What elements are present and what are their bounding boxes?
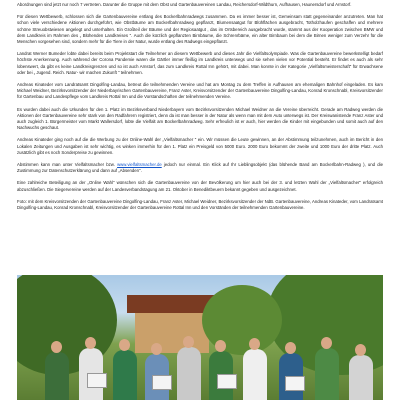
person <box>113 350 137 400</box>
paragraph-intro: Abordnungen sind jetzt nur noch 7 vertreten. Darunter die Gruppe mit dem Obst und Gartenbauvereinen Landau, Reichersdorf-Wildthurn, Aufhausen, Haunersdorf und Arnstorf. <box>17 2 352 7</box>
paragraph-participation: Eine zahlreiche Beteiligung an der „Online Wahl" wünschen sich die Gartenbauvereine von der Bevölkerung um hier auch bei der 3. und letzten Wahl der „Vielfaltsmacher" erfolgreich abzuschließen. Die Siegervereine werden auf der Landesverbandstagung am 21. Oktober in Benediktbeuern bekannt gegeben und ausgezeichnet. <box>17 180 383 192</box>
vielfaltsmacher-link[interactable]: www.vielfaltsmacher.de <box>117 162 162 168</box>
person-head <box>215 340 226 352</box>
paragraph-voting-info <box>17 162 383 174</box>
certificate <box>87 373 107 388</box>
person-head <box>51 341 62 353</box>
voting-text-before: Abstimmen kann man unter Vielfaltsmacher bzw. <box>17 162 118 168</box>
person <box>315 348 339 400</box>
person-head <box>355 344 366 356</box>
paragraph-landrat: Landrat Werner Bumeder lobte dabei bereits beim Projektstart die Teilnehmer an diesem Wettbewerb und dieses Jahr die Vielfaltsolympiade. Was die Gartenbauvereine bewerkstelligt bedarf höchste Anerkennung. Auch während der Corona Pandemie waren die Gärtler immer fleißig im Landkreis unterwegs und sie sehen vielen vor Potential besteht. Er findet es auch als sehr lobenswert, da gibt es keine Landkreisgrenzen und so ist auch Arnstorf, das zum Landkreis Rottal Inn gehört, mit dabei. Man konnte in der Kategorie „Vielfaltsmeisterschaft" für Erwachsene oder bei „ Jugend. Reich. Natur- wir machen Zukunft " teilnehmen. <box>17 51 383 75</box>
photo-caption: Foto: mit dem Kreisvorsitzenden der Gartenbauvereine Dingolfing-Landau, Franz Aster, Michael Weidner, Bezirksvorsitzender der NdB. Gartenbauvereine, Andreas Kinateder, vom Landratsamt Dingolfing-Landau, Konrad Kronschnabl, Kreisvorsitzender der Gartenbauvereine Rottal Inn und den Vorständen der teilnehmenden Gartenbauvereine. <box>17 198 383 211</box>
certificate <box>152 375 172 390</box>
paragraph-certificates: Es wurden dabei auch die Urkunden für den 1. Platz im Bezirksverband Niederbayern vom Bezirksvorsitzenden Michael Weidner an die Vereine überreicht. Gerade am Radweg werden die Aktionen der Gartenbauvereine sehr stark von den Radfahrern registriert, denn da ist man besser in der Natur als wenn man mit dem Auto unterwegs ist. Der Kreiswanistende Franz Aster und auch zugleich 1. Bürgermeister vom Markt Wallersdorf, lobte die Vielfalt am Bockerlbahnradweg. Sehr erfreulich ist er auch, hier werden die Kinder mit eingebunden und somit auch auf den Nachwuchs geschaut. <box>17 106 383 131</box>
group-photo-image <box>17 275 383 400</box>
tree-middle <box>202 285 282 355</box>
person-head <box>85 337 96 349</box>
person <box>45 352 69 400</box>
paragraph-online-vote: Andreas Kinateder ging noch auf die die Werbung zu der Online-Wahl der „Vielfaltsmacher " ein. Wir müssen die Leute gewinnen, an der Abstimmung teilzunehmen, auch im Bericht in den Lokalen Zeitungen und Ausgaben ist sehr wichtig, es winken immerhin für den 1. Platz ein Preisgeld von 5000 Euro. 2000 Euro bekommt der zweite und 1000 Euro der dritte Platz. Auch zusätzlich gibt es noch Sonderpreise zu gewinnen. <box>17 137 383 155</box>
person-head <box>249 338 260 350</box>
person <box>177 347 201 400</box>
person-head <box>119 339 130 351</box>
certificate <box>217 374 237 389</box>
house-wall <box>135 313 209 353</box>
person-head <box>321 337 332 349</box>
person <box>243 349 267 400</box>
person-head <box>183 336 194 348</box>
person <box>349 355 373 400</box>
person-head <box>151 343 162 355</box>
voting-text-after: jedoch nur einmal. Ein Klick auf Ihr Lieblingsobjekt (das blühende Band am Bockerlbahn-Radweg ), und die Zustimmung zur Datenschutzerklärung und dann auf „Absenden". <box>17 162 383 174</box>
paragraph-cooperation: Für diesen Wettbewerb, schlossen sich die Gartenbauvereine entlang des Bockerlbahnradwegs zusammen. Da es immer besser ist, Gemeinsam statt gegeneinander anzutreten. Man hat schon viele verschiedene Aktionen durchgeführt, wie Obstbäume am Bockerlbahnradweg gepflanzt, Blumensaatgut für Blühflächen ausgebracht, Totholzhaufen geschaffen und mehrere schöne Streuobstwiesen angelegt und unterhalten. Ein Großteil der Bäume und der Regiosaatgut , das im Ortsbereich ausgebracht wurde, stammt aus der Kooperation zwischen BMW und dem Landkreis im Rahmen des „ Blühenden Landkreises ". Auch die kürzlich gepflanzten Birnbäume, die Schrenrbäme, ein alter Birnbaum bei dem die Birnen weniger zum Verzehr für die Menschen vorgesehen sind, sondern mehr für die Tiere in der Natur, wurde entlang des Radwegs eingepflanzt. <box>17 14 383 45</box>
certificate <box>285 376 305 391</box>
paragraph-meeting: Andreas Kinateder vom Landratsamt Dingolfing-Landau, betreut die teilnehmenden Vereine und hat am Montag zu dem Treffen in Aufhausen am ehemaligen Bahnhof eingeladen. Es kam Michael Weidner, Bezirksvorsitzender der Niederbayrischen Gartenbauvereine, Franz Aster, Kreisvorsitzender der Gartenbauvereine Dingolfing-Landau, Konrad Kronschnabl, Kreisvorsitzender für Gartenbau und Landespflege vom Landkreis Rottal Inn und die Vorstandschaften der teilnehmenden Vereine. <box>17 82 383 100</box>
person-head <box>285 342 296 354</box>
